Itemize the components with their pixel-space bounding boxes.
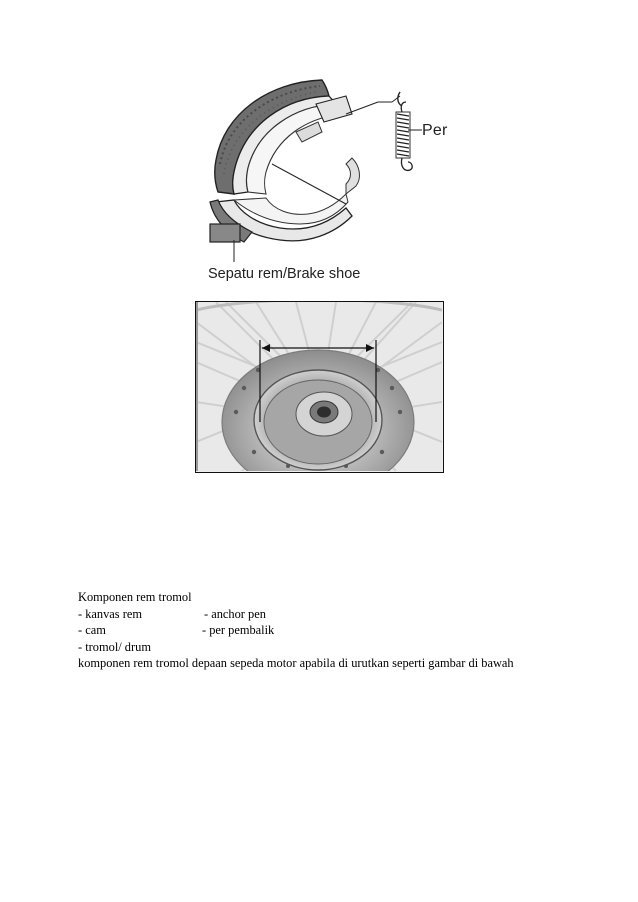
- brake-shoe-illustration: [196, 74, 458, 296]
- list-item-left: - tromol/ drum: [78, 639, 151, 654]
- list-item: [78, 639, 598, 656]
- closing-sentence: komponen rem tromol depaan sepeda motor apabila di urutkan seperti gambar di bawah: [78, 656, 514, 670]
- list-item-left: - kanvas rem: [78, 606, 142, 621]
- section-title: Komponen rem tromol: [78, 590, 192, 604]
- brake-shoe-caption: Sepatu rem/Brake shoe: [208, 266, 361, 282]
- list-item: [78, 606, 598, 623]
- text-block: [78, 589, 598, 672]
- list-item: [78, 622, 598, 639]
- list-item-right: - per pembalik: [202, 623, 275, 637]
- list-item-left: - cam: [78, 623, 106, 637]
- spring-label: Per: [422, 122, 448, 139]
- wheel-hub-illustration: [196, 302, 442, 471]
- list-item-right: - anchor pen: [204, 606, 266, 621]
- wheel-hub-photo: [195, 301, 444, 473]
- brake-shoe-figure: [196, 74, 458, 296]
